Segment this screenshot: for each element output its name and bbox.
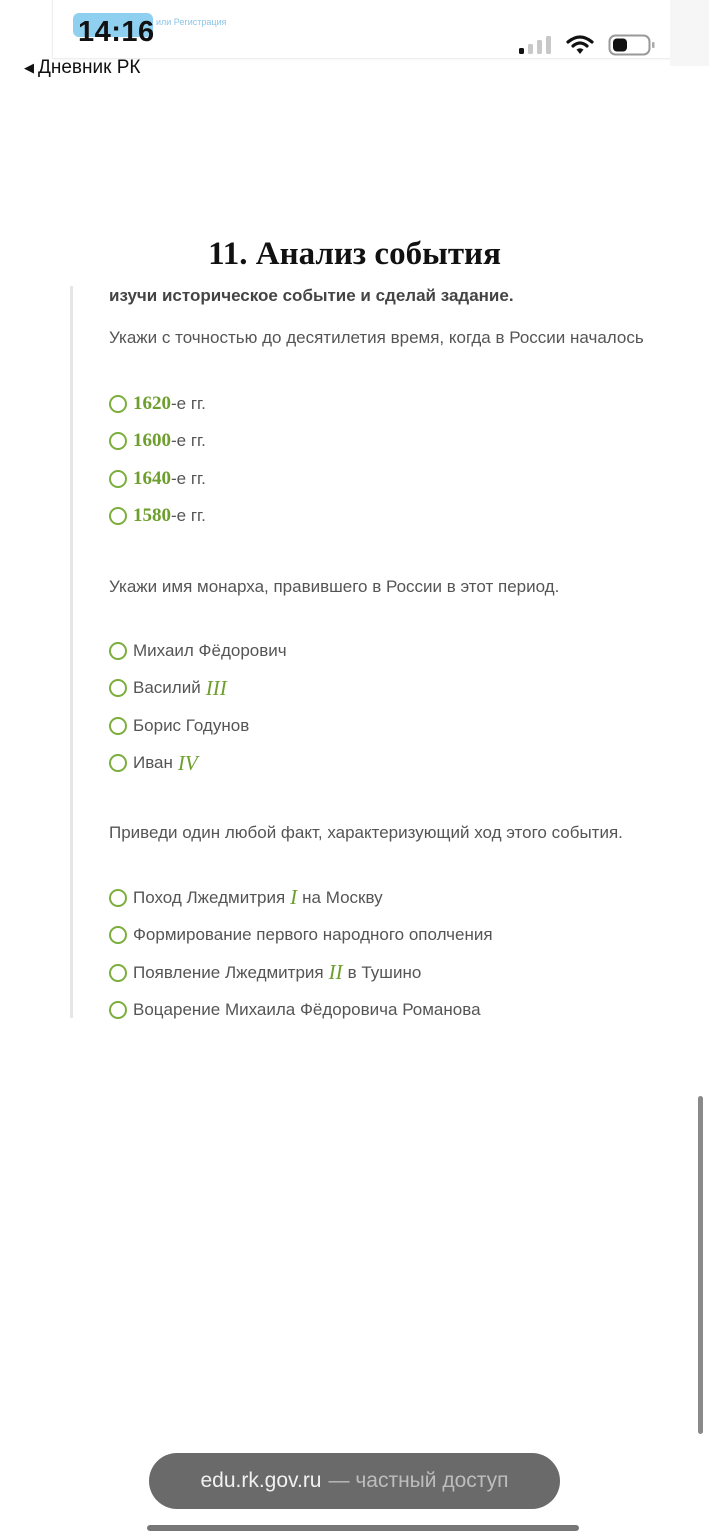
browser-url-bar[interactable] [149, 1453, 560, 1509]
background-page-edge [670, 0, 709, 66]
radio-button[interactable] [109, 889, 127, 907]
wifi-icon [566, 35, 594, 55]
battery-icon [608, 34, 656, 56]
radio-button[interactable] [109, 717, 127, 735]
radio-button[interactable] [109, 507, 127, 525]
question-2-options [109, 632, 287, 782]
answer-option[interactable]: 1620 -е гг. [109, 385, 206, 423]
radio-button[interactable] [109, 432, 127, 450]
url-host: edu.rk.gov.ru [200, 1469, 322, 1492]
task-intro: изучи историческое событие и сделай задание. [109, 286, 514, 305]
status-icons [518, 34, 656, 56]
question-2-text: Укажи имя монарха, правившего в России в этот период. [109, 577, 560, 596]
answer-option[interactable]: 1580 -е гг. [109, 498, 206, 536]
radio-button[interactable] [109, 470, 127, 488]
answer-option[interactable]: Иван IV [109, 745, 287, 783]
radio-button[interactable] [109, 964, 127, 982]
answer-option[interactable]: 1600 -е гг. [109, 423, 206, 461]
back-to-app-link[interactable] [24, 57, 140, 79]
page-title: 11. Анализ события [208, 236, 501, 272]
answer-option[interactable]: Воцарение Михаила Фёдоровича Романова [109, 992, 493, 1030]
question-1-text: Укажи с точностью до десятилетия время, когда в России началось [109, 328, 644, 347]
answer-option[interactable]: Михаил Фёдорович [109, 632, 287, 670]
question-3-options [109, 879, 493, 1029]
status-time: 14:16 [78, 16, 155, 48]
radio-button[interactable] [109, 395, 127, 413]
question-3-text: Приведи один любой факт, характеризующий ход этого события. [109, 823, 623, 842]
radio-button[interactable] [109, 1001, 127, 1019]
answer-option[interactable]: Поход Лжедмитрия I на Москву [109, 879, 493, 917]
radio-button[interactable] [109, 926, 127, 944]
answer-option[interactable]: Появление Лжедмитрия II в Тушино [109, 954, 493, 992]
radio-button[interactable] [109, 754, 127, 772]
back-app-label: Дневник РК [38, 57, 141, 78]
answer-option[interactable]: 1640 -е гг. [109, 460, 206, 498]
url-privacy-label: — частный доступ [328, 1469, 509, 1492]
register-link[interactable]: или Регистрация [156, 17, 227, 27]
question-1-options [109, 385, 206, 535]
home-indicator[interactable] [147, 1525, 579, 1531]
answer-option[interactable]: Борис Годунов [109, 707, 287, 745]
task-content [70, 286, 709, 1018]
back-arrow-icon: ◀ [24, 60, 34, 75]
answer-option[interactable]: Формирование первого народного ополчения [109, 917, 493, 955]
answer-option[interactable]: Василий III [109, 670, 287, 708]
vertical-scrollbar[interactable] [698, 1096, 703, 1434]
cellular-signal-icon [518, 35, 552, 55]
radio-button[interactable] [109, 679, 127, 697]
radio-button[interactable] [109, 642, 127, 660]
